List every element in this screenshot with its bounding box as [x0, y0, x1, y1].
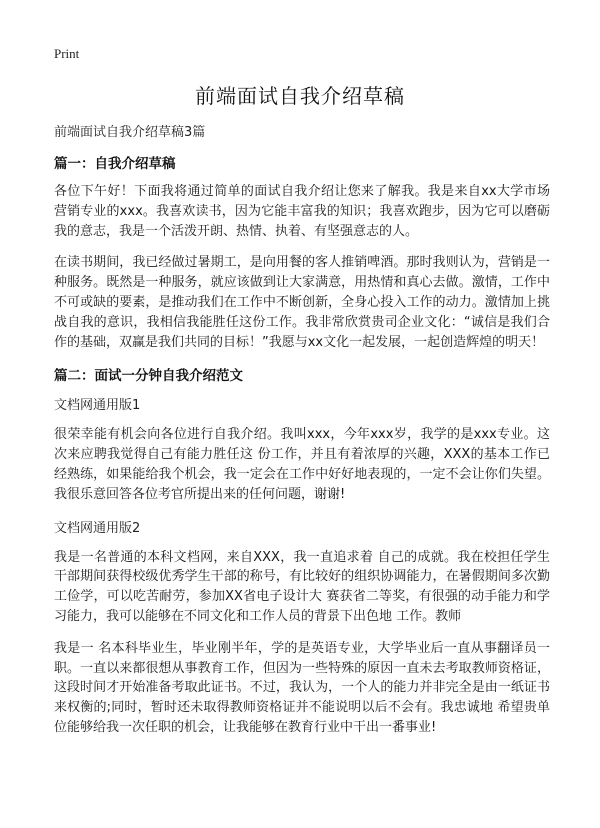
- version-label-1: 文档网通用版1: [54, 398, 141, 414]
- paragraph: 在读书期间，我已经做过暑期工，是向用餐的客人推销啤酒。那时我则认为，营销是一种服务。既然是一种服务，就应该做到让大家满意，用热情和真心去做。激情，工作中不可或缺的要素，是推动我们在工作中不断创新，全身心投入工作的动力。激情加上挑战自我的意识，我相信我能胜任这份工作。我非常欣赏贵司企业文化：“诚信是我们合作的基础，双赢是我们共同的目标！”我愿与xx文化一起发展，一起创造辉煌的明天！: [54, 255, 550, 350]
- paragraph: 我是一名普通的本科文档网，来自XXX，我一直追求着 自己的成就。我在校担任学生干部期间获得校级优秀学生干部的称号，有比较好的组织协调能力，在暑假期间多次勤工俭学，可以吃苦耐劳，参加XX省电子设计大 赛获省二等奖，有很强的动手能力和学习能力，我可以能够在不同文化和工作人员的背景下出色地 工作。教师: [54, 549, 550, 624]
- section-heading-2: 篇二：面试一分钟自我介绍范文: [54, 368, 243, 385]
- paragraph: 很荣幸能有机会向各位进行自我介绍。我叫xxx，今年xxx岁，我学的是xxx专业。这次来应聘我觉得自己有能力胜任这 份工作，并且有着浓厚的兴趣，XXX的基本工作已经熟练，如果能给我个机会，我一定会在工作中好好地表现的，一定不会让你们失望。 我很乐意回答各位考官所提出来的任何问题，谢谢!: [54, 427, 550, 502]
- print-link[interactable]: Print: [54, 46, 80, 61]
- paragraph: 我是一 名本科毕业生，毕业刚半年，学的是英语专业，大学毕业后一直从事翻译员一职。一直以来都很想从事教育工作，但因为一些特殊的原因一直未去考取教师资格证， 这段时间才开始准备考取此证书。不过，我认为，一个人的能力并非完全是由一纸证书来权衡的;同时，暂时还未取得教师资格证并不能说明以后不会有。我忠诚地 希望贵单位能够给我一次任职的机会，让我能够在教育行业中干出一番事业!: [54, 640, 550, 735]
- document-body: [54, 121, 550, 750]
- version-label-2: 文档网通用版2: [54, 520, 141, 536]
- paragraph: 各位下午好！下面我将通过简单的面试自我介绍让您来了解我。我是来自xx大学市场营销专业的xxx。我喜欢读书，因为它能丰富我的知识；我喜欢跑步，因为它可以磨砺我的意志，我是一个活泼开朗、热情、执着、有坚强意志的人。: [54, 184, 550, 239]
- section-heading-1: 篇一：自我介绍草稿: [54, 156, 176, 172]
- document-subtitle: 前端面试自我介绍草稿3篇: [54, 125, 206, 140]
- document-title: 前端面试自我介绍草稿: [195, 84, 405, 108]
